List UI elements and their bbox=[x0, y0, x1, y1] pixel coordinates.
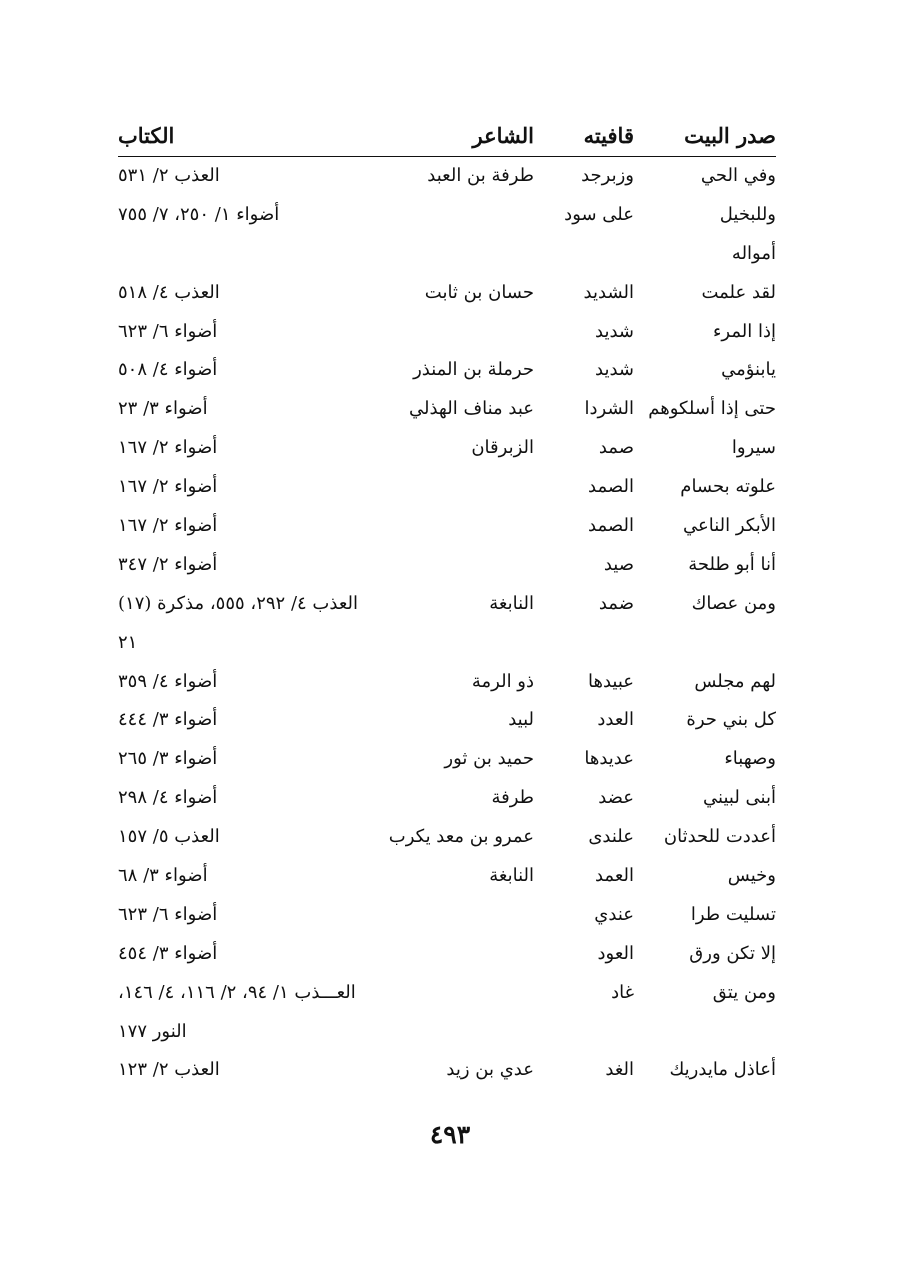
table-header bbox=[118, 118, 776, 157]
book-cell: أضواء ٦/ ٦٢٣ bbox=[118, 903, 218, 925]
book-cell: أضواء ٣/ ٢٣ bbox=[118, 398, 208, 420]
verse-index-table bbox=[118, 118, 776, 1090]
rhyme-cell: العدد bbox=[597, 709, 634, 731]
table-row bbox=[118, 779, 776, 818]
table-row bbox=[118, 196, 776, 235]
rhyme-cell: الشردا bbox=[584, 398, 634, 420]
book-cell: أضواء ٣/ ٤٤٤ bbox=[118, 709, 218, 731]
verse-cell: إلا تكن ورق bbox=[689, 942, 776, 964]
book-cell: أضواء ٣/ ٦٨ bbox=[118, 865, 208, 887]
verse-cell: وللبخيل bbox=[719, 203, 776, 225]
poet-cell: عبد مناف الهذلي bbox=[409, 398, 534, 420]
table-row bbox=[118, 546, 776, 585]
table-row bbox=[118, 429, 776, 468]
verse-cell: يابنؤمي bbox=[721, 359, 776, 381]
header-poet: الشاعر bbox=[472, 123, 534, 148]
book-cell: أضواء ٦/ ٦٢٣ bbox=[118, 320, 218, 342]
book-cell: أضواء ٣/ ٢٦٥ bbox=[118, 748, 218, 770]
rhyme-cell: الصمد bbox=[588, 476, 634, 498]
poet-cell: عمرو بن معد يكرب bbox=[388, 826, 534, 848]
book-cell: العـــذب ١/ ٩٤، ٢/ ١١٦، ٤/ ١٤٦، bbox=[118, 981, 356, 1003]
rhyme-cell: الغد bbox=[605, 1059, 634, 1081]
rhyme-cell: صيد bbox=[603, 553, 634, 575]
book-cell: أضواء ٣/ ٤٥٤ bbox=[118, 942, 218, 964]
rhyme-cell: صمد bbox=[598, 437, 634, 459]
poet-cell: طرفة بن العبد bbox=[427, 165, 534, 186]
rhyme-cell: على سود bbox=[564, 203, 634, 225]
rhyme-cell: الصمد bbox=[588, 515, 634, 537]
rhyme-cell: عديدها bbox=[584, 748, 634, 770]
rhyme-cell: الشديد bbox=[583, 281, 634, 303]
verse-cell: وصهباء bbox=[724, 748, 776, 770]
table-row bbox=[118, 818, 776, 857]
rhyme-cell: العمد bbox=[594, 865, 634, 887]
book-cell: أضواء ٢/ ١٦٧ bbox=[118, 437, 218, 459]
table-row bbox=[118, 857, 776, 896]
header-book: الكتاب bbox=[118, 123, 175, 148]
table-row bbox=[118, 157, 776, 196]
poet-cell: حميد بن ثور bbox=[444, 748, 534, 770]
poet-cell: ذو الرمة bbox=[471, 670, 534, 692]
rhyme-cell: وزبرجد bbox=[581, 165, 634, 186]
book-cell: العذب ٤/ ٥١٨ bbox=[118, 281, 220, 303]
table-row bbox=[118, 663, 776, 702]
table-row bbox=[118, 235, 776, 274]
verse-cell: ومن يتق bbox=[712, 981, 776, 1003]
poet-cell: حرملة بن المنذر bbox=[413, 359, 534, 381]
book-cell: أضواء ٤/ ٥٠٨ bbox=[118, 359, 218, 381]
verse-cell: وفي الحي bbox=[700, 165, 776, 186]
book-cell: أضواء ٤/ ٢٩٨ bbox=[118, 787, 218, 809]
table-row bbox=[118, 701, 776, 740]
rhyme-cell: العود bbox=[597, 942, 634, 964]
verse-cell: أمواله bbox=[731, 242, 776, 264]
table-row bbox=[118, 935, 776, 974]
table-row bbox=[118, 507, 776, 546]
header-verse: صدر البيت bbox=[684, 123, 776, 148]
table-row bbox=[118, 274, 776, 313]
verse-cell: علوته بحسام bbox=[680, 476, 776, 498]
book-cell: العذب ٢/ ٥٣١ bbox=[118, 165, 220, 186]
verse-cell: سيروا bbox=[731, 437, 776, 459]
table-row bbox=[118, 1013, 776, 1052]
book-cell: العذب ٥/ ١٥٧ bbox=[118, 826, 220, 848]
table-row bbox=[118, 390, 776, 429]
verse-cell: كل بني حرة bbox=[686, 709, 776, 731]
poet-cell: النابغة bbox=[489, 592, 534, 614]
verse-cell: أنا أبو طلحة bbox=[688, 553, 776, 575]
rhyme-cell: عندي bbox=[594, 903, 634, 925]
book-cell: العذب ٢/ ١٢٣ bbox=[118, 1059, 220, 1081]
book-cell: أضواء ٢/ ١٦٧ bbox=[118, 515, 218, 537]
poet-cell: عدي بن زيد bbox=[446, 1059, 534, 1081]
poet-cell: لبيد bbox=[508, 709, 534, 731]
rhyme-cell: عبيدها bbox=[587, 670, 634, 692]
rhyme-cell: غاد bbox=[611, 981, 634, 1003]
rhyme-cell: عضد bbox=[598, 787, 634, 809]
verse-cell: ومن عصاك bbox=[691, 592, 776, 614]
book-cell: ٢١ bbox=[118, 631, 138, 653]
table-row bbox=[118, 1051, 776, 1090]
table-row bbox=[118, 468, 776, 507]
poet-cell: الزبرقان bbox=[471, 437, 534, 459]
poet-cell: حسان بن ثابت bbox=[424, 281, 534, 303]
header-rhyme: قافيته bbox=[583, 123, 634, 148]
table-row bbox=[118, 624, 776, 663]
table-body bbox=[118, 157, 776, 1090]
verse-cell: حتى إذا أسلكوهم bbox=[648, 398, 776, 420]
book-cell: النور ١٧٧ bbox=[118, 1020, 187, 1042]
verse-cell: إذا المرء bbox=[712, 320, 776, 342]
rhyme-cell: ضمد bbox=[598, 592, 634, 614]
rhyme-cell: شديد bbox=[595, 320, 634, 342]
table-row bbox=[118, 740, 776, 779]
verse-cell: لقد علمت bbox=[701, 281, 776, 303]
table-row bbox=[118, 974, 776, 1013]
verse-cell: لهم مجلس bbox=[694, 670, 776, 692]
table-row bbox=[118, 351, 776, 390]
table-row bbox=[118, 313, 776, 352]
rhyme-cell: علندى bbox=[588, 826, 634, 848]
book-cell: العذب ٤/ ٢٩٢، ٥٥٥، مذكرة (١٧) bbox=[118, 592, 358, 614]
book-cell: أضواء ٢/ ١٦٧ bbox=[118, 476, 218, 498]
verse-cell: أعاذل مايدريك bbox=[669, 1059, 776, 1081]
book-cell: أضواء ١/ ٢٥٠، ٧/ ٧٥٥ bbox=[118, 203, 280, 225]
verse-cell: وخيس bbox=[727, 865, 776, 887]
rhyme-cell: شديد bbox=[595, 359, 634, 381]
table-row bbox=[118, 585, 776, 624]
page-number: ٤٩٣ bbox=[429, 1120, 471, 1149]
verse-cell: تسليت طرا bbox=[690, 903, 776, 925]
verse-cell: الأبكر الناعي bbox=[682, 515, 776, 537]
book-cell: أضواء ٤/ ٣٥٩ bbox=[118, 670, 218, 692]
table-row bbox=[118, 896, 776, 935]
verse-cell: أعددت للحدثان bbox=[663, 826, 776, 848]
verse-cell: أبنى لبيني bbox=[703, 787, 776, 809]
book-cell: أضواء ٢/ ٣٤٧ bbox=[118, 553, 218, 575]
poet-cell: النابغة bbox=[489, 865, 534, 887]
poet-cell: طرفة bbox=[491, 787, 534, 809]
